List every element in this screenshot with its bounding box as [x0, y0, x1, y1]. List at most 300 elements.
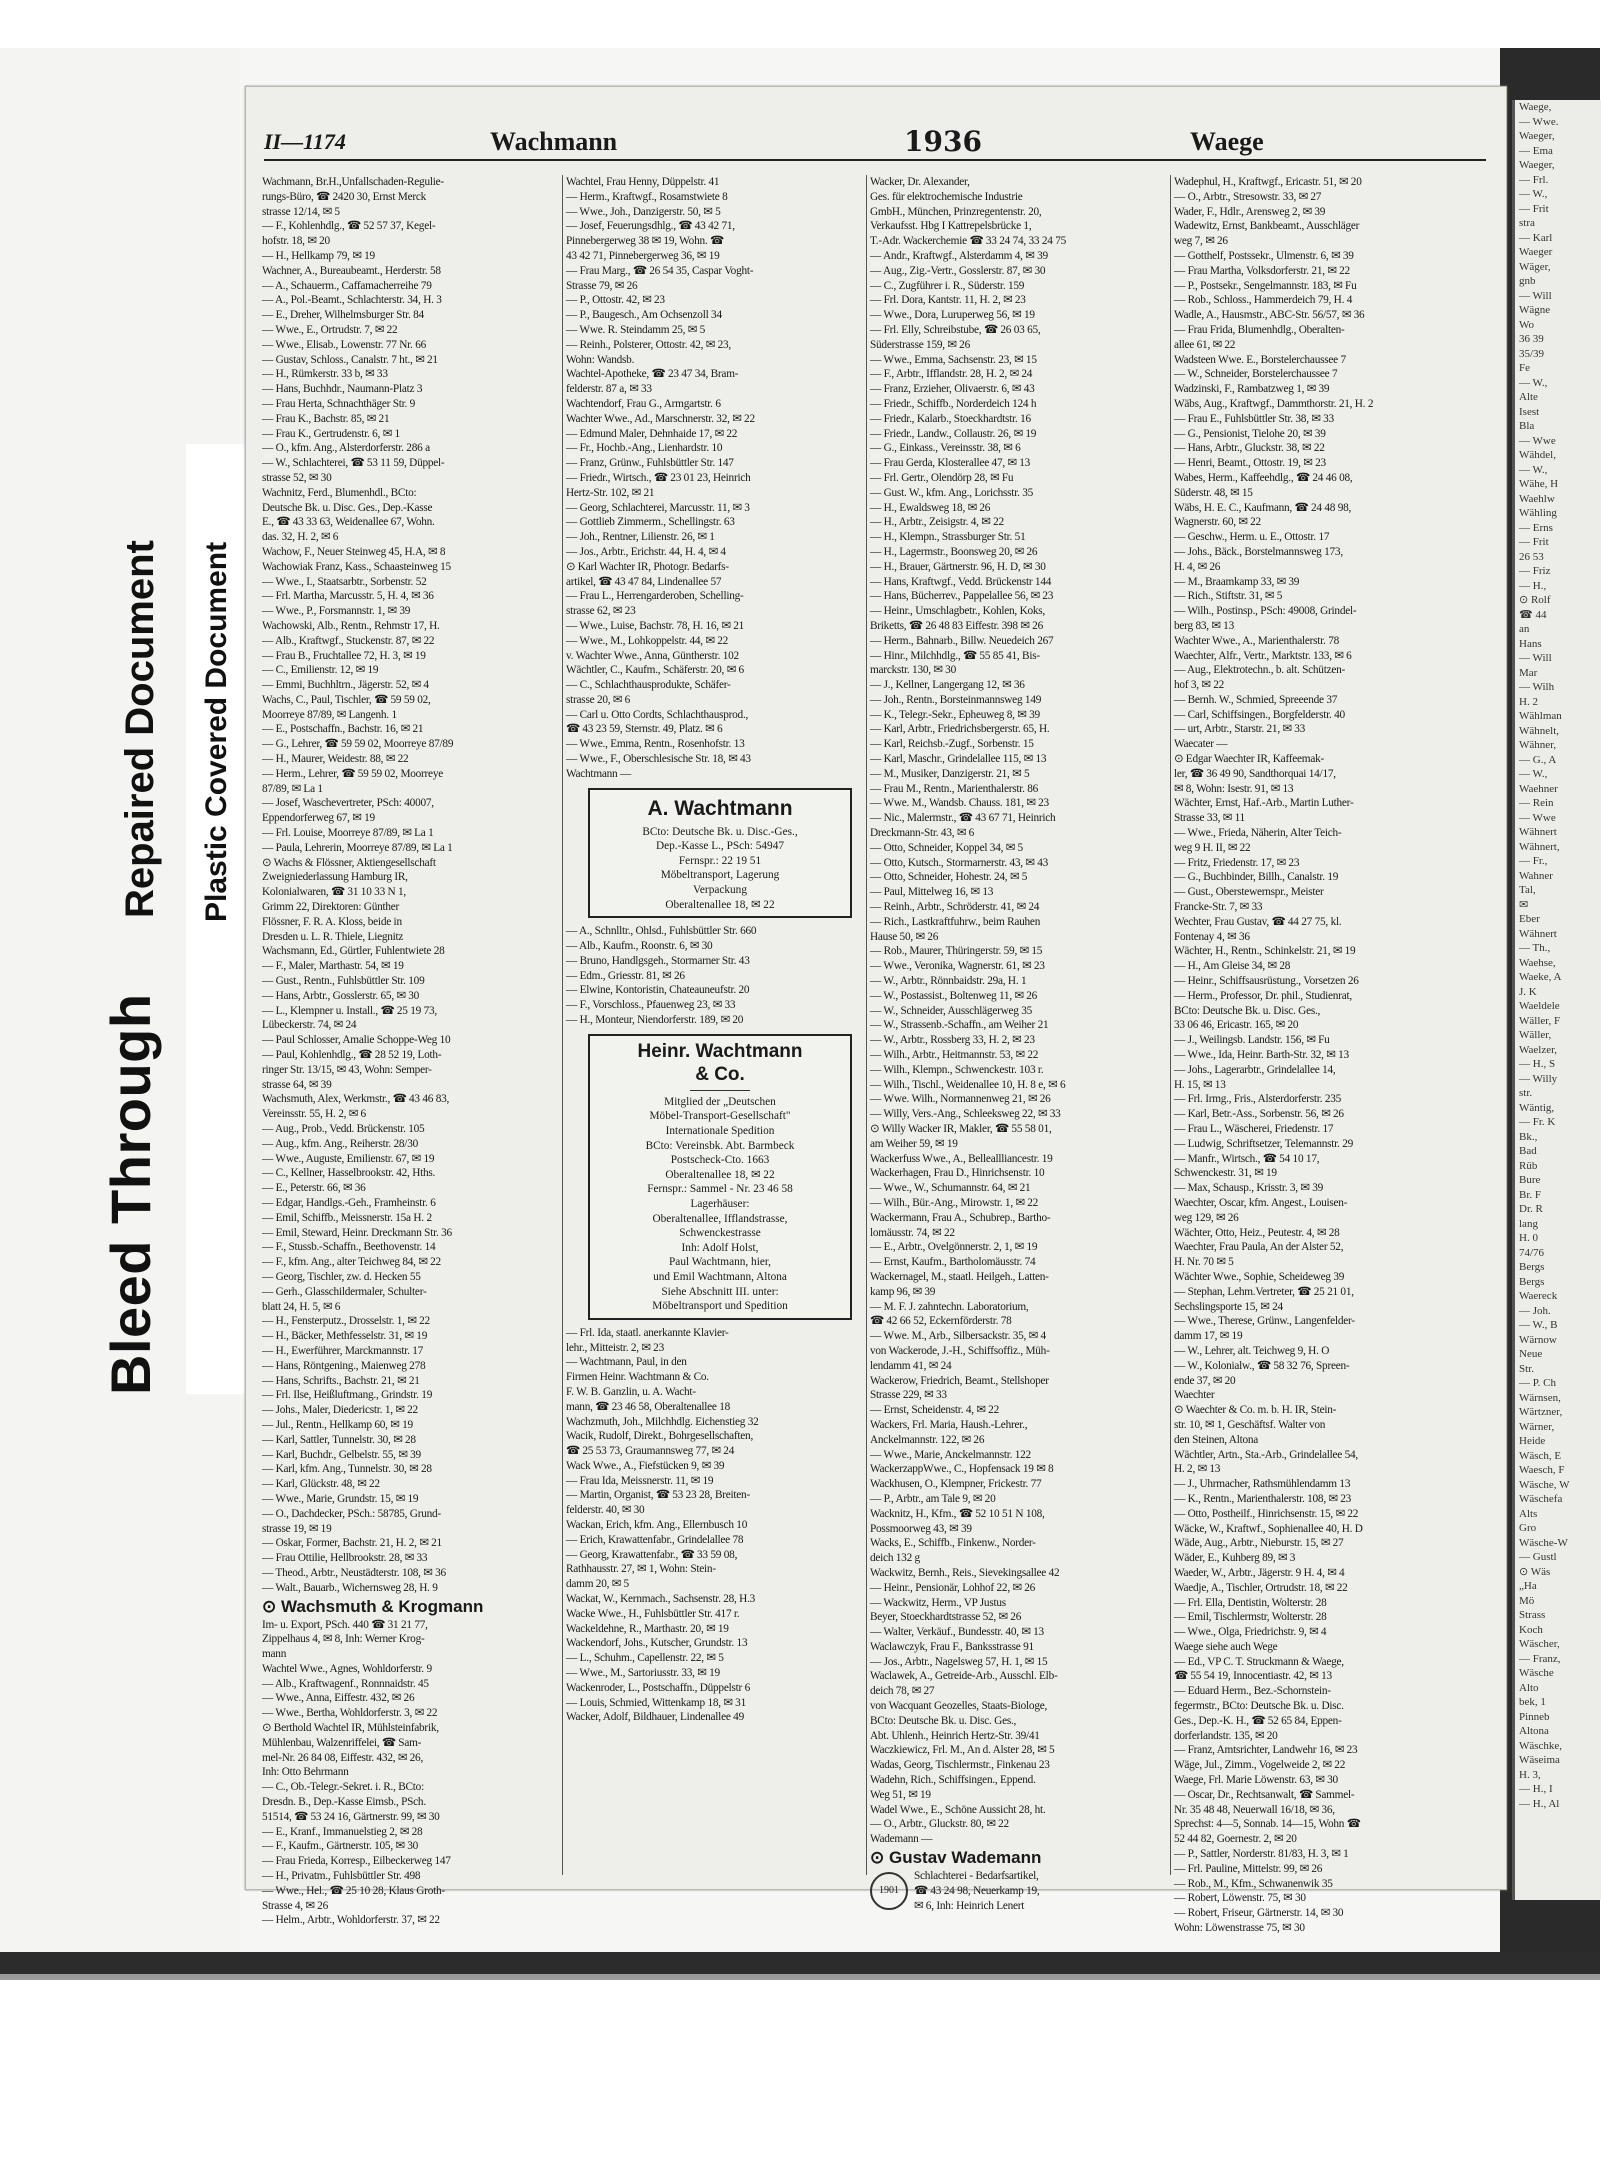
directory-entry: strasse 12/14, ✉ 5: [262, 205, 340, 218]
directory-entry: — H., Monteur, Niendorferstr. 189, ✉ 20: [566, 1014, 744, 1027]
directory-entry: ☎ 55 54 19, Innocentiastr. 42, ✉ 13: [1174, 1670, 1332, 1683]
directory-entry: — P., Postsekr., Sengelmannstr. 183, ✉ Fu: [1174, 279, 1357, 292]
page-number: II—1174: [264, 129, 346, 154]
directory-entry: Wackendorf, Johs., Kutscher, Grundstr. 13: [566, 1637, 748, 1650]
directory-entry: Rathhausstr. 27, ✉ 1, Wohn: Stein-: [566, 1563, 716, 1576]
directory-entry: — Emil, Steward, Heinr. Dreckmann Str. 36: [262, 1226, 452, 1239]
advert-line: Verpackung: [693, 884, 747, 897]
column-1-more-entries: [262, 1662, 558, 1928]
directory-entry: — Frau Frieda, Korresp., Eilbeckerweg 147: [262, 1855, 451, 1868]
column-divider: [866, 175, 867, 1875]
directory-entry: Wohn: Wandsb.: [566, 353, 635, 366]
directory-entry: — Wwe., Dora, Luruperweg 56, ✉ 19: [870, 309, 1035, 322]
directory-entry: Wachsmuth, Alex, Werkmstr., ☎ 43 46 83,: [262, 1093, 450, 1106]
directory-entry: Wechter, Frau Gustav, ☎ 44 27 75, kl.: [1174, 915, 1342, 928]
advert-line: Oberaltenallee 18, ✉ 22: [665, 898, 775, 911]
directory-entry: — Friedr., Wirtsch., ☎ 23 01 23, Heinrich: [566, 471, 751, 484]
directory-entry: Wadsteen Wwe. E., Borstelerchaussee 7: [1174, 353, 1346, 366]
page-header: [264, 125, 1486, 161]
column-2-entries: [566, 175, 862, 782]
firm-name: Wachsmuth & Krogmann: [280, 1596, 484, 1616]
directory-entry: — G., Pensionist, Tielohe 20, ✉ 39: [1174, 427, 1326, 440]
directory-entry: — H., Klempn., Strassburger Str. 51: [870, 531, 1026, 544]
directory-entry: — Aug., kfm. Ang., Reiherstr. 28/30: [262, 1137, 418, 1150]
directory-entry: ⊙ Karl Wachter IR, Photogr. Bedarfs-: [566, 560, 729, 573]
directory-entry: — C., Schlachthausprodukte, Schäfer-: [566, 679, 731, 692]
directory-entry: strasse 20, ✉ 6: [566, 693, 631, 706]
directory-entry: — Elwine, Kontoristin, Chateauneufstr. 20: [566, 984, 750, 997]
directory-entry: — W., Schneider, Borstelerchaussee 7: [1174, 368, 1338, 381]
directory-entry: — F., Stussb.-Schaffn., Beethovenstr. 14: [262, 1241, 436, 1254]
directory-entry: — P., Baugesch., Am Ochsenzoll 34: [566, 309, 722, 322]
directory-entry: Waecater —: [1174, 738, 1228, 751]
directory-entry: Wachtendorf, Frau G., Armgartstr. 6: [566, 397, 721, 410]
adjacent-page-line: Mar: [1519, 666, 1538, 679]
directory-entry: — Georg, Schlachterei, Marcusstr. 11, ✉ 3: [566, 501, 750, 514]
directory-entry: rungs-Büro, ☎ 2420 30, Ernst Merck: [262, 190, 427, 203]
advert-divider: [690, 1090, 750, 1091]
adjacent-page-line: H. 3,: [1519, 1768, 1541, 1781]
directory-entry: — G., Einkass., Vereinsstr. 38, ✉ 6: [870, 442, 1021, 455]
adjacent-page-line: Mö: [1519, 1594, 1535, 1607]
directory-entry: — Frau Gerda, Klosterallee 47, ✉ 13: [870, 457, 1031, 470]
seal-emblem-icon: 1901: [870, 1872, 908, 1910]
directory-entry: Wäder, E., Kuhberg 89, ✉ 3: [1174, 1552, 1296, 1565]
directory-entry: — Walter, Verkäuf., Bundesstr. 40, ✉ 13: [870, 1626, 1044, 1639]
directory-entry: deich 132 g: [870, 1552, 920, 1565]
directory-entry: F. W. B. Ganzlin, u. A. Wacht-: [566, 1385, 696, 1398]
directory-entry: Briketts, ☎ 26 48 83 Eiffestr. 398 ✉ 26: [870, 619, 1043, 632]
adjacent-page-line: Dr. R: [1519, 1203, 1543, 1215]
adjacent-page-line: Bk.,: [1519, 1130, 1538, 1143]
advert-title: A. Wachtmann: [647, 796, 793, 820]
directory-entry: Wächter Wwe., Sophie, Scheideweg 39: [1174, 1270, 1345, 1283]
adjacent-page-line: Wäschefa: [1519, 1493, 1563, 1505]
directory-entry: — P., Arbtr., am Tale 9, ✉ 20: [870, 1492, 996, 1505]
directory-entry: — Gustav, Schloss., Canalstr. 7 ht., ✉ 21: [262, 353, 438, 366]
directory-entry: — Wilh., Arbtr., Heitmannstr. 53, ✉ 22: [870, 1049, 1039, 1062]
adjacent-page-line: Wäller, F: [1519, 1014, 1561, 1027]
directory-entry: am Weiher 59, ✉ 19: [870, 1137, 958, 1150]
directory-entry: Grimm 22, Direktoren: Günther: [262, 901, 400, 914]
directory-entry: — Georg, Tischler, zw. d. Hecken 55: [262, 1270, 421, 1283]
adjacent-page-line: — W.,: [1519, 768, 1548, 780]
adjacent-page-line: Neue: [1519, 1348, 1543, 1360]
directory-entry: Waechter, Oscar, kfm. Angest., Louisen-: [1174, 1196, 1348, 1209]
directory-entry: — Wwe., Marie, Grundstr. 15, ✉ 19: [262, 1492, 419, 1505]
directory-entry: fegermstr., BCto: Deutsche Bk. u. Disc.: [1174, 1700, 1344, 1713]
directory-entry: — Ludwig, Schriftsetzer, Telemannstr. 29: [1174, 1137, 1353, 1150]
directory-entry: — Wwe., Hel., ☎ 25 10 28, Klaus Groth-: [262, 1884, 445, 1897]
adjacent-page-line: Isest: [1519, 405, 1540, 418]
advert-line: Fernspr.: Sammel - Nr. 23 46 58: [647, 1183, 793, 1196]
directory-entry: strasse 64, ✉ 39: [262, 1078, 332, 1091]
header-left-name: Wachmann: [490, 127, 618, 156]
directory-entry: — O., Arbtr., Gluckstr. 80, ✉ 22: [870, 1818, 1009, 1831]
advert-line: und Emil Wachtmann, Altona: [653, 1270, 787, 1283]
directory-entry: Wabes, Herm., Kaffeehdlg., ☎ 24 46 08,: [1174, 471, 1353, 484]
advert-line: Möbeltransport, Lagerung: [660, 869, 780, 882]
directory-entry: — Karl, Arbtr., Friedrichsbergerstr. 65, H.: [870, 723, 1050, 736]
adjacent-page-line: Strass: [1519, 1609, 1546, 1621]
directory-entry: — Aug., Prob., Vedd. Brückenstr. 105: [262, 1123, 425, 1135]
directory-entry: Flössner, F. R. A. Kloss, beide in: [262, 915, 402, 928]
directory-entry: — F., Kohlenhdlg., ☎ 52 57 37, Kegel-: [262, 220, 436, 233]
directory-entry: — W., Strassenb.-Schaffn., am Weiher 21: [870, 1019, 1049, 1032]
directory-entry: — Frl. Ida, staatl. anerkannte Klavier-: [566, 1326, 729, 1339]
directory-entry: Strasse 79, ✉ 26: [566, 279, 638, 292]
directory-entry: — Jos., Arbtr., Nagelsweg 57, H. 1, ✉ 15: [870, 1655, 1048, 1668]
directory-entry: Wachter Wwe., A., Marienthalerstr. 78: [1174, 634, 1339, 647]
directory-entry: 33 06 46, Ericastr. 165, ✉ 20: [1174, 1019, 1299, 1032]
directory-entry: — Karl, Maschr., Grindelallee 115, ✉ 13: [870, 753, 1047, 766]
adjacent-page-line: — Erns: [1519, 521, 1553, 534]
directory-entry: — Wilh., Postinsp., PSch: 49008, Grindel-: [1174, 605, 1357, 618]
adjacent-page-line: Waereck: [1519, 1290, 1558, 1302]
adjacent-page-line: — Joh.: [1519, 1304, 1551, 1317]
directory-entry: — J., Weilingsb. Landstr. 156, ✉ Fu: [1174, 1034, 1330, 1047]
directory-entry: — Wwe., Anna, Eiffestr. 432, ✉ 26: [262, 1692, 415, 1705]
directory-entry: — urt, Arbtr., Starstr. 21, ✉ 33: [1174, 723, 1306, 736]
adjacent-page-line: — Wwe: [1519, 434, 1556, 447]
directory-entry: Francke-Str. 7, ✉ 33: [1174, 901, 1263, 914]
directory-entry: BCto: Deutsche Bk. u. Disc. Ges.,: [1174, 1004, 1321, 1017]
adjacent-page-line: Bure: [1519, 1174, 1541, 1186]
directory-entry: — Willy, Vers.-Ang., Schleeksweg 22, ✉ 33: [870, 1108, 1061, 1121]
directory-entry: ende 37, ✉ 20: [1174, 1374, 1236, 1387]
directory-entry: — Wackwitz, Herm., VP Justus: [870, 1596, 1006, 1609]
advert-lines: [594, 1095, 846, 1314]
directory-entry: — Josef, Waschevertreter, PSch: 40007,: [262, 797, 434, 810]
directory-entry: Mühlenbau, Walzenriffelei, ☎ Sam-: [262, 1736, 422, 1749]
advert-line: BCto: Deutsche Bk. u. Disc.-Ges.,: [642, 825, 798, 838]
directory-entry: — Rob., Schloss., Hammerdeich 79, H. 4: [1174, 294, 1353, 307]
directory-entry: allee 61, ✉ 22: [1174, 338, 1236, 351]
directory-entry: ☎ 43 23 59, Sternstr. 49, Platz. ✉ 6: [566, 723, 723, 736]
directory-entry: Süderstr. 48, ✉ 15: [1174, 486, 1253, 499]
directory-entry: — Otto, Postheilf., Hinrichsenstr. 15, ✉ 22: [1174, 1507, 1359, 1520]
firm-lines: [914, 1869, 1039, 1913]
adjacent-page-line: — W.,: [1519, 376, 1548, 389]
column-1: [262, 175, 558, 1927]
directory-entry: Wachnitz, Ferd., Blumenhdl., BCto:: [262, 486, 417, 499]
directory-entry: Wäcke, W., Kraftwf., Sophienallee 40, H. D: [1174, 1522, 1363, 1535]
directory-entry: — H., Fensterputz., Drosselstr. 1, ✉ 22: [262, 1315, 430, 1328]
directory-entry: Nr. 35 48 48, Neuerwall 16/18, ✉ 36,: [1174, 1803, 1335, 1816]
advert-line: Fernspr.: 22 19 51: [678, 854, 762, 867]
directory-entry: — F., kfm. Ang., alter Teichweg 84, ✉ 22: [262, 1256, 441, 1269]
directory-entry: — O., kfm. Ang., Alsterdorferstr. 286 a: [262, 442, 430, 455]
directory-entry: — W., Arbtr., Rönnbaidstr. 29a, H. 1: [870, 975, 1027, 988]
adjacent-page-line: — Wwe: [1519, 811, 1556, 824]
directory-entry: Wächter, Otto, Heiz., Peutestr. 4, ✉ 28: [1174, 1226, 1340, 1239]
directory-entry: — Hans, Bücherrev., Pappelallee 56, ✉ 23: [870, 590, 1054, 603]
adjacent-page-line: H. 2: [1519, 695, 1538, 708]
directory-entry: — G., Buchbinder, Billh., Canalstr. 19: [1174, 871, 1339, 884]
directory-entry: — Frl. Elly, Schreibstube, ☎ 26 03 65,: [870, 323, 1041, 336]
directory-entry: Pinnebergerweg 38 ✉ 19, Wohn. ☎: [566, 235, 724, 248]
directory-entry: — Gust., Oberstewernspr., Meister: [1174, 886, 1324, 899]
firm-block: [870, 1869, 1166, 1913]
directory-entry: Wagnerstr. 60, ✉ 22: [1174, 516, 1261, 529]
directory-entry: dorferlandstr. 135, ✉ 20: [1174, 1729, 1278, 1742]
adjacent-page-line: Waeger: [1519, 246, 1553, 258]
directory-entry: — Johs., Maler, Diedericstr. 1, ✉ 22: [262, 1404, 418, 1417]
directory-entry: damm 17, ✉ 19: [1174, 1330, 1243, 1343]
directory-entry: — Alb., Kraftwgf., Stuckenstr. 87, ✉ 22: [262, 634, 435, 647]
directory-entry: — Robert, Friseur, Gärtnerstr. 14, ✉ 30: [1174, 1907, 1344, 1920]
directory-entry: — Franz, Erzieher, Olivaerstr. 6, ✉ 43: [870, 383, 1035, 396]
adjacent-page-line: Waeldele: [1519, 1000, 1560, 1012]
directory-entry: Strasse 4, ✉ 26: [262, 1899, 328, 1912]
directory-entry: 43 42 71, Pinnebergerweg 36, ✉ 19: [566, 249, 720, 262]
directory-entry: marckstr. 130, ✉ 30: [870, 664, 956, 677]
adjacent-page-line: — Wwe.: [1519, 115, 1559, 128]
adjacent-page-line: Koch: [1519, 1623, 1543, 1636]
directory-entry: lehr., Mitteistr. 2, ✉ 23: [566, 1341, 664, 1354]
directory-entry: — Franz, Amtsrichter, Landwehr 16, ✉ 23: [1174, 1744, 1358, 1757]
directory-entry: Wachtmann —: [566, 767, 632, 780]
adjacent-page-line: Rüb: [1519, 1159, 1538, 1172]
directory-entry: Wachowski, Alb., Rentn., Rehmstr 17, H.: [262, 619, 440, 632]
directory-entry: — F., Kaufm., Gärtnerstr. 105, ✉ 30: [262, 1840, 419, 1853]
directory-entry: 87/89, ✉ La 1: [262, 782, 323, 795]
directory-entry: — Ed., VP C. T. Struckmann & Waege,: [1174, 1655, 1344, 1668]
adjacent-page-line: Bla: [1519, 420, 1535, 432]
directory-entry: Wadewitz, Ernst, Bankbeamt., Ausschläger: [1174, 220, 1360, 233]
advert-line: Dep.-Kasse L., PSch: 54947: [655, 840, 785, 853]
adjacent-page-lines: [1515, 100, 1601, 1811]
directory-entry: — Wwe., W., Schumannstr. 64, ✉ 21: [870, 1182, 1031, 1195]
adjacent-page-line: — P. Ch: [1519, 1377, 1556, 1389]
adjacent-page-line: Alts: [1519, 1507, 1538, 1520]
directory-entry: — H., Rümkerstr. 33 b, ✉ 33: [262, 368, 388, 381]
adjacent-page-line: gnb: [1519, 275, 1536, 287]
directory-entry: Wächtler, Artn., Sta.-Arb., Grindelallee 54,: [1174, 1448, 1358, 1461]
directory-entry: Zweigniederlassung Hamburg IR,: [262, 871, 408, 884]
adjacent-page-line: Wäger,: [1519, 260, 1551, 273]
header-right-name: Waege: [1190, 127, 1264, 156]
directory-entry: lomäusstr. 74, ✉ 22: [870, 1226, 955, 1239]
adjacent-page-line: Wahner: [1519, 869, 1553, 882]
directory-entry: — E., Kranf., Immanuelstieg 2, ✉ 28: [262, 1825, 423, 1838]
directory-entry: — Frau Martha, Volksdorferstr. 21, ✉ 22: [1174, 264, 1350, 277]
directory-entry: — Rich., Lastkraftfuhrw., beim Rauhen: [870, 915, 1041, 928]
directory-entry: H. Nr. 70 ✉ 5: [1174, 1256, 1234, 1269]
directory-entry: Waechter, Frau Paula, An der Alster 52,: [1174, 1241, 1344, 1254]
adjacent-page-line: Alte: [1519, 391, 1538, 403]
directory-entry: Abt. Uhlenh., Heinrich Hertz-Str. 39/41: [870, 1729, 1040, 1742]
directory-entry: H. 4, ✉ 26: [1174, 560, 1221, 573]
directory-entry: weg 7, ✉ 26: [1174, 235, 1228, 248]
directory-entry: — H., Privatm., Fuhlsbüttler Str. 498: [262, 1870, 421, 1883]
directory-entry: — Wwe., Marie, Anckelmannstr. 122: [870, 1448, 1031, 1461]
adjacent-page-line: Wärnsen,: [1519, 1391, 1561, 1404]
directory-entry: Wackerhagen, Frau D., Hinrichsenstr. 10: [870, 1167, 1045, 1180]
adjacent-page-line: ⊙ Rolf: [1519, 594, 1551, 606]
column-2: [566, 175, 862, 1875]
directory-entry: Wachsmann, Ed., Gürtler, Fuhlentwiete 28: [262, 945, 445, 958]
directory-entry: — W., Arbtr., Rossberg 33, H. 2, ✉ 23: [870, 1034, 1035, 1047]
advert-line: Oberaltenallee 18, ✉ 22: [665, 1168, 775, 1181]
directory-entry: Wohn: Löwenstrasse 75, ✉ 30: [1174, 1922, 1305, 1935]
adjacent-page-line: — W.,: [1519, 188, 1548, 200]
scanner-bottom-edge: [0, 1952, 1600, 1974]
advert-line: Möbel-Transport-Gesellschaft": [649, 1110, 791, 1123]
directory-entry: ⊙ Willy Wacker IR, Makler, ☎ 55 58 01,: [870, 1123, 1052, 1135]
adjacent-page-line: str.: [1519, 1087, 1533, 1099]
directory-entry: Wackeldehne, R., Marthastr. 20, ✉ 19: [566, 1622, 729, 1635]
directory-entry: Wadehn, Rich., Schiffsingen., Eppend.: [870, 1774, 1036, 1787]
adjacent-page-line: Waehse,: [1519, 956, 1556, 969]
directory-entry: Wachner, A., Bureaubeamt., Herderstr. 58: [262, 264, 441, 277]
directory-entry: — Otto, Schneider, Hohestr. 24, ✉ 5: [870, 871, 1028, 884]
adjacent-page-line: — Karl: [1519, 231, 1553, 244]
directory-entry: — Karl, Betr.-Ass., Sorbenstr. 56, ✉ 26: [1174, 1108, 1344, 1121]
column-3: [870, 175, 1166, 1912]
directory-entry: — K., Rentn., Marienthalerstr. 108, ✉ 23: [1174, 1492, 1352, 1505]
directory-entry: mann: [262, 1648, 287, 1661]
directory-entry: Sechslingsporte 15, ✉ 24: [1174, 1300, 1283, 1313]
advert-a-wachtmann: [588, 788, 852, 919]
adjacent-page-line: 26 53: [1519, 550, 1544, 563]
directory-entry: ler, ☎ 36 49 90, Sandthorquai 14/17,: [1174, 767, 1336, 780]
directory-entry: Deutsche Bk. u. Disc. Ges., Dep.-Kasse: [262, 501, 433, 514]
directory-entry: ⊙ Edgar Waechter IR, Kaffeemak-: [1174, 753, 1324, 766]
adjacent-page-line: — Gustl: [1519, 1551, 1557, 1563]
directory-entry: — O., Dachdecker, PSch.: 58785, Grund-: [262, 1507, 441, 1520]
adjacent-page-line: H. 0: [1519, 1232, 1538, 1244]
directory-entry: — Wwe., Bertha, Wohldorferstr. 3, ✉ 22: [262, 1707, 438, 1720]
directory-entry: den Steinen, Altona: [1174, 1433, 1259, 1446]
directory-entry: — H., Brauer, Gärtnerstr. 96, H. D, ✉ 30: [870, 560, 1046, 573]
adjacent-page-line: — Fr. K: [1519, 1116, 1556, 1128]
directory-entry: Inh: Otto Behrmann: [262, 1766, 349, 1779]
directory-entry: — Gust., Rentn., Fuhlsbüttler Str. 109: [262, 975, 425, 988]
directory-entry: Wackers, Frl. Maria, Haush.-Lehrer.,: [870, 1418, 1028, 1431]
advert-line: Schwenckestrasse: [679, 1227, 761, 1240]
directory-entry: Wachtel, Frau Henny, Düppelstr. 41: [566, 176, 720, 188]
directory-entry: damm 20, ✉ 5: [566, 1578, 629, 1591]
directory-entry: — Manfr., Wirtsch., ☎ 54 10 17,: [1174, 1152, 1320, 1165]
adjacent-page-line: Fe: [1519, 362, 1530, 374]
directory-entry: — H., Am Gleise 34, ✉ 28: [1174, 960, 1291, 973]
directory-entry: Eppendorferweg 67, ✉ 19: [262, 812, 375, 825]
directory-entry: Wachtel Wwe., Agnes, Wohldorferstr. 9: [262, 1662, 432, 1675]
directory-entry: — Karl, Sattler, Tunnelstr. 30, ✉ 28: [262, 1433, 416, 1446]
adjacent-page-line: — G., A: [1519, 753, 1557, 766]
directory-entry: — Alb., Kraftwagenf., Ronnnaidstr. 45: [262, 1677, 429, 1690]
adjacent-page-line: Waeke, A: [1519, 971, 1562, 983]
directory-entry: — Fritz, Friedenstr. 17, ✉ 23: [1174, 856, 1300, 869]
directory-entry: — Frau L., Herrengarderoben, Schelling-: [566, 590, 744, 603]
directory-entry: Dresden u. L. R. Thiele, Liegnitz: [262, 930, 404, 943]
directory-entry: — Frau Ida, Meissnerstr. 11, ✉ 19: [566, 1474, 714, 1487]
directory-entry: — H., Lagermstr., Boonsweg 20, ✉ 26: [870, 545, 1038, 558]
directory-entry: Hause 50, ✉ 26: [870, 930, 939, 943]
directory-entry: str. 10, ✉ 1, Geschäftsf. Walter von: [1174, 1418, 1326, 1431]
adjacent-page-line: — Will: [1519, 289, 1552, 302]
adjacent-page-line: Wähling: [1519, 507, 1557, 519]
directory-entry: — Frau E., Fuhlsbüttler Str. 38, ✉ 33: [1174, 412, 1334, 425]
directory-entry: — Wachtmann, Paul, in den: [566, 1356, 687, 1369]
directory-entry: — Paula, Lehrerin, Moorreye 87/89, ✉ La 1: [262, 841, 453, 854]
directory-entry: — Wwe., Luise, Bachstr. 78, H. 16, ✉ 21: [566, 619, 745, 632]
column-4: [1174, 175, 1470, 1935]
directory-entry: Wackernagel, M., staatl. Heilgeh., Latten-: [870, 1270, 1049, 1283]
adjacent-page-line: — W., B: [1519, 1319, 1558, 1331]
directory-entry: — Bernh. W., Schmied, Spreeende 37: [1174, 693, 1338, 706]
directory-entry: blatt 24, H. 5, ✉ 6: [262, 1300, 341, 1313]
directory-entry: — Frl. Gertr., Olendörp 28, ✉ Fu: [870, 471, 1014, 484]
directory-entry: — Wwe., Veronika, Wagnerstr. 61, ✉ 23: [870, 960, 1045, 973]
directory-entry: ✉ 8, Wohn: Isestr. 91, ✉ 13: [1174, 782, 1294, 795]
directory-entry: Dreckmann-Str. 43, ✉ 6: [870, 827, 975, 840]
directory-entry: — Edgar, Handlgs.-Geh., Framheinstr. 6: [262, 1196, 436, 1209]
directory-entry: — Theod., Arbtr., Neustädterstr. 108, ✉ 36: [262, 1566, 446, 1579]
directory-entry: E., ☎ 43 33 63, Weidenallee 67, Wohn.: [262, 516, 435, 529]
directory-entry: — E., Peterstr. 66, ✉ 36: [262, 1182, 366, 1195]
directory-entry: Wachow, F., Neuer Steinweg 45, H.A, ✉ 8: [262, 545, 446, 558]
directory-entry: — Paul Schlosser, Amalie Schoppe-Weg 10: [262, 1034, 451, 1047]
scanner-bottom-edge-light: [0, 1974, 1600, 1980]
adjacent-page-line: stra: [1519, 217, 1535, 229]
advert-line: BCto: Vereinsbk. Abt. Barmbeck: [645, 1139, 795, 1152]
directory-entry: — Wwe., Emma, Rentn., Rosenhofstr. 13: [566, 738, 745, 751]
adjacent-page-line: Wäscher,: [1519, 1638, 1560, 1650]
adjacent-page-line: Wäntig,: [1519, 1101, 1555, 1114]
directory-entry: — K., Telegr.-Sekr., Epheuweg 8, ✉ 39: [870, 708, 1040, 721]
directory-entry: — Gottlieb Zimmerm., Schellingstr. 63: [566, 516, 735, 529]
directory-entry: — Carl, Schiffsingen., Borgfelderstr. 40: [1174, 708, 1345, 721]
directory-entry: ☎ 42 66 52, Eckernförderstr. 78: [870, 1315, 1012, 1328]
directory-entry: — Rob., M., Kfm., Schwanenwik 35: [1174, 1877, 1333, 1890]
directory-entry: strasse 19, ✉ 19: [262, 1522, 332, 1535]
directory-page: [245, 86, 1507, 1935]
directory-entry: — Karl, Reichsb.-Zugf., Sorbenstr. 15: [870, 738, 1034, 751]
directory-entry: — Martin, Organist, ☎ 53 23 28, Breiten-: [566, 1489, 750, 1502]
directory-entry: Wackat, W., Kernmach., Sachsenstr. 28, H.3: [566, 1593, 756, 1606]
directory-entry: H. 2, ✉ 13: [1174, 1463, 1221, 1476]
adjacent-page-line: Tal,: [1519, 884, 1536, 896]
directory-entry: — J., Kellner, Langergang 12, ✉ 36: [870, 679, 1025, 692]
firm-heading-wachsmuth: ⊙ Wachsmuth & Krogmann: [262, 1596, 484, 1616]
directory-entry: weg 129, ✉ 26: [1174, 1211, 1239, 1224]
directory-entry: ☎ 43 24 98, Neuerkamp 19,: [914, 1884, 1040, 1897]
directory-entry: — M., Braamkamp 33, ✉ 39: [1174, 575, 1300, 588]
directory-entry: — Herm., Lehrer, ☎ 59 59 02, Moorreye: [262, 767, 443, 780]
advert-line: Möbeltransport und Spedition: [652, 1300, 788, 1313]
directory-entry: — Frau B., Fruchtallee 72, H. 3, ✉ 19: [262, 649, 426, 662]
directory-entry: Waege, Frl. Marie Löwenstr. 63, ✉ 30: [1174, 1774, 1338, 1787]
directory-entry: Wadzinski, F., Rambatzweg 1, ✉ 39: [1174, 383, 1330, 396]
directory-entry: — Herm., Professor, Dr. phil., Studienrat,: [1174, 989, 1352, 1002]
directory-entry: — Henri, Beamt., Ottostr. 19, ✉ 23: [1174, 457, 1326, 470]
directory-entry: Wachmann, Br.H.,Unfallschaden-Regulie-: [262, 176, 444, 188]
directory-entry: H. 15, ✉ 13: [1174, 1078, 1226, 1091]
directory-entry: — Wwe., M., Sartoriusstr. 33, ✉ 19: [566, 1667, 720, 1680]
adjacent-page-line: Wäsche: [1519, 1667, 1554, 1679]
directory-entry: — Wwe., Elisab., Lowenstr. 77 Nr. 66: [262, 338, 426, 351]
adjacent-page-line: Wärner,: [1519, 1420, 1555, 1433]
directory-entry: — L., Schuhm., Capellenstr. 22, ✉ 5: [566, 1652, 724, 1665]
directory-entry: — Wwe. Wilh., Normannenweg 21, ✉ 26: [870, 1093, 1051, 1106]
directory-entry: ✉ 6, Inh: Heinrich Lenert: [914, 1899, 1025, 1912]
directory-entry: — Frau K., Gertrudenstr. 6, ✉ 1: [262, 427, 400, 440]
directory-entry: — Oskar, Former, Bachstr. 21, H. 2, ✉ 21: [262, 1537, 442, 1550]
directory-entry: — Otto, Schneider, Koppel 34, ✉ 5: [870, 841, 1023, 854]
directory-entry: Waclawek, A., Getreide-Arb., Ausschl. Elb-: [870, 1670, 1058, 1683]
